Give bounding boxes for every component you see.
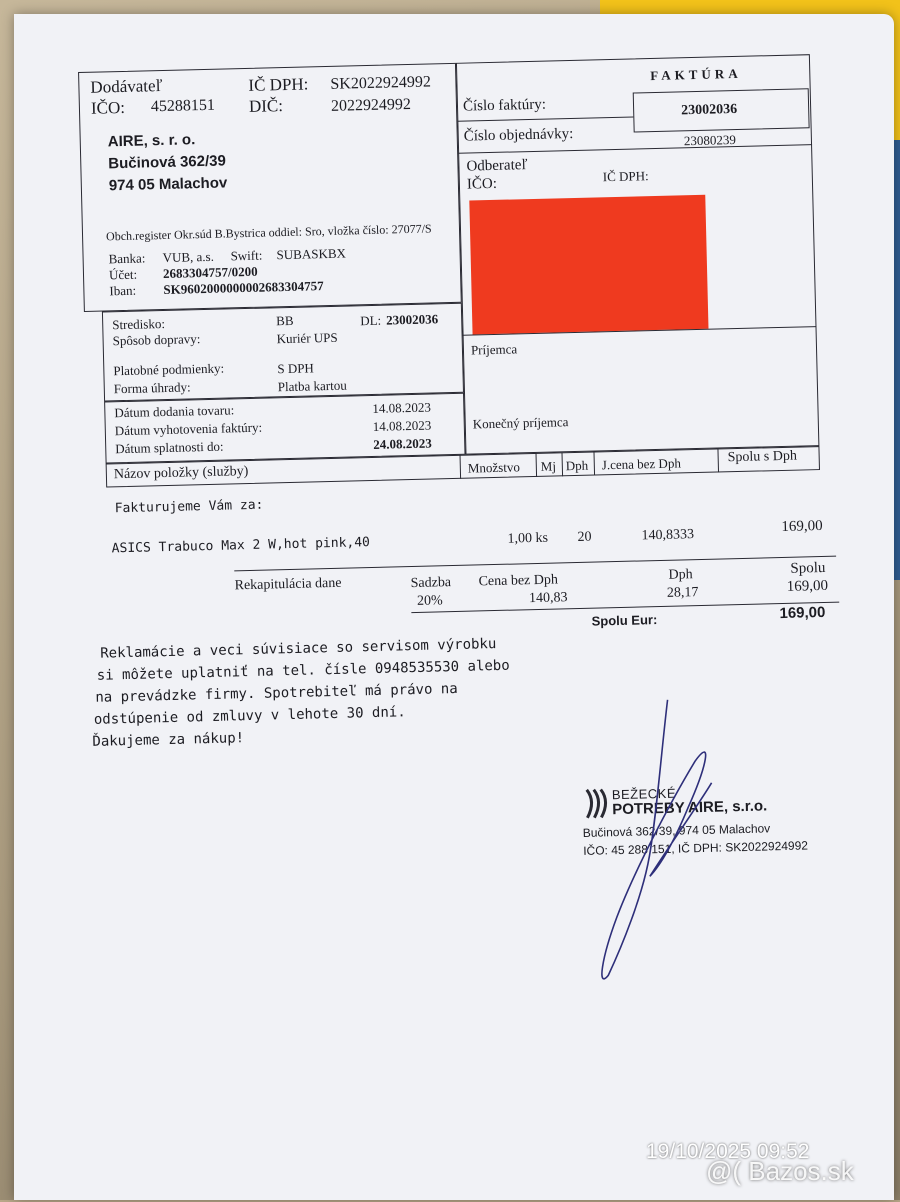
supplier-heading: Dodávateľ xyxy=(90,75,163,97)
issue-date-label: Dátum vyhotovenia faktúry: xyxy=(114,419,263,439)
customer-label: Odberateľ xyxy=(466,157,528,175)
delivery-date-label: Dátum dodania tovaru: xyxy=(114,402,235,421)
terms-label: Platobné podmienky: xyxy=(113,360,225,379)
recap-rate-label: Sadzba xyxy=(410,575,452,592)
col-total-header: Spolu s Dph xyxy=(727,448,798,466)
col-vat-header: Dph xyxy=(565,457,589,474)
recipient-label: Príjemca xyxy=(470,341,518,358)
stamp-brand-line1: BEŽECKÉ xyxy=(611,785,677,803)
supplier-name: AIRE, s. r. o. xyxy=(107,131,196,151)
stamp-ids: IČO: 45 288 151, IČ DPH: SK2022924992 xyxy=(583,838,809,858)
supplier-register: Obch.register Okr.súd B.Bystrica oddiel: Sro, vložka číslo: 27077/S xyxy=(105,221,432,244)
supplier-ico-label: IČO: xyxy=(90,97,126,118)
note-line: Ďakujeme za nákup! xyxy=(92,730,245,750)
supplier-icdph-label: IČ DPH: xyxy=(248,74,309,95)
item-name: ASICS Trabuco Max 2 W,hot pink,40 xyxy=(111,535,371,557)
note-line: odstúpenie od zmluvy v lehote 30 dní. xyxy=(93,704,406,728)
note-line: na prevádzke firmy. Spotrebiteľ má právo na xyxy=(95,680,458,706)
item-qty: 1,00 ks xyxy=(507,530,549,547)
iban-label: Iban: xyxy=(109,282,137,299)
divider xyxy=(411,602,839,613)
customer-ico-label: IČO: xyxy=(466,175,498,193)
item-vat: 20 xyxy=(577,529,592,545)
supplier-dic: 2022924992 xyxy=(330,95,412,115)
dl-label: DL: xyxy=(360,312,382,329)
bank-value: VUB, a.s. xyxy=(162,248,215,266)
recap-vat-label: Dph xyxy=(668,567,693,583)
due-date: 24.08.2023 xyxy=(373,435,432,452)
bank-label: Banka: xyxy=(108,250,146,267)
recap-total-label: Spolu xyxy=(790,559,826,577)
supplier-dic-label: DIČ: xyxy=(248,96,284,116)
transport-label: Spôsob dopravy: xyxy=(112,331,201,349)
stamp-address: Bučinová 362/39, 974 05 Malachov xyxy=(582,821,771,840)
payment-value: Platba kartou xyxy=(277,377,347,395)
payment-label: Forma úhrady: xyxy=(113,379,191,397)
dl-value: 23002036 xyxy=(386,311,439,328)
order-number-label: Číslo objednávky: xyxy=(463,125,574,145)
bazos-watermark: @( Bazos.sk xyxy=(706,1156,854,1186)
supplier-city: 974 05 Malachov xyxy=(108,174,228,195)
center-value: BB xyxy=(276,312,294,329)
issue-date: 14.08.2023 xyxy=(372,417,432,434)
supplier-street: Bučinová 362/39 xyxy=(108,152,227,173)
note-line: si môžete uplatniť na tel. čísle 0948535530 alebo xyxy=(96,657,510,684)
recap-rate: 20% xyxy=(416,593,443,609)
final-recipient-label: Konečný príjemca xyxy=(472,414,569,432)
col-unit-header: Mj xyxy=(540,458,557,474)
delivery-date: 14.08.2023 xyxy=(372,399,432,416)
divider xyxy=(234,556,836,572)
terms-value: S DPH xyxy=(277,360,315,377)
sum-label: Spolu Eur: xyxy=(591,612,658,629)
items-intro: Fakturujeme Vám za: xyxy=(114,497,264,517)
center-label: Stredisko: xyxy=(112,316,166,333)
recap-base-label: Cena bez Dph xyxy=(478,572,559,590)
invoice-title: FAKTÚRA xyxy=(650,65,742,84)
customer-redaction xyxy=(469,195,708,335)
swift-label: Swift: xyxy=(230,247,263,264)
invoice-number-label: Číslo faktúry: xyxy=(462,96,547,115)
note-line: Reklamácie a veci súvisiace so servisom výrobku xyxy=(100,636,497,662)
sum-value: 169,00 xyxy=(779,603,826,623)
col-qty-header: Množstvo xyxy=(467,459,521,476)
invoice-number: 23002036 xyxy=(680,101,738,119)
col-unitprice-header: J.cena bez Dph xyxy=(601,455,682,473)
iban-value: SK9602000000002683304757 xyxy=(163,278,324,298)
customer-icdph-label: IČ DPH: xyxy=(602,168,649,185)
recap-base: 140,83 xyxy=(528,590,568,607)
stamp-brand-line2: POTREBY AIRE, s.r.o. xyxy=(612,797,768,819)
account-value: 2683304757/0200 xyxy=(162,263,258,282)
swift-value: SUBASKBX xyxy=(276,245,347,263)
item-total: 169,00 xyxy=(781,517,823,535)
recap-total: 169,00 xyxy=(786,577,829,595)
handwritten-signature xyxy=(575,694,742,988)
account-label: Účet: xyxy=(108,266,138,283)
recap-vat: 28,17 xyxy=(666,585,699,601)
col-name-header: Názov položky (služby) xyxy=(113,464,249,483)
due-date-label: Dátum splatnosti do: xyxy=(115,438,224,457)
supplier-ico: 45288151 xyxy=(150,96,216,116)
photo-timestamp: 19/10/2025 09:52 xyxy=(646,1140,810,1163)
item-unit-price: 140,8333 xyxy=(641,527,695,544)
recap-label: Rekapitulácia dane xyxy=(234,575,342,594)
transport-value: Kuriér UPS xyxy=(276,329,338,347)
supplier-icdph: SK2022924992 xyxy=(330,73,432,93)
order-number: 23080239 xyxy=(683,131,737,149)
